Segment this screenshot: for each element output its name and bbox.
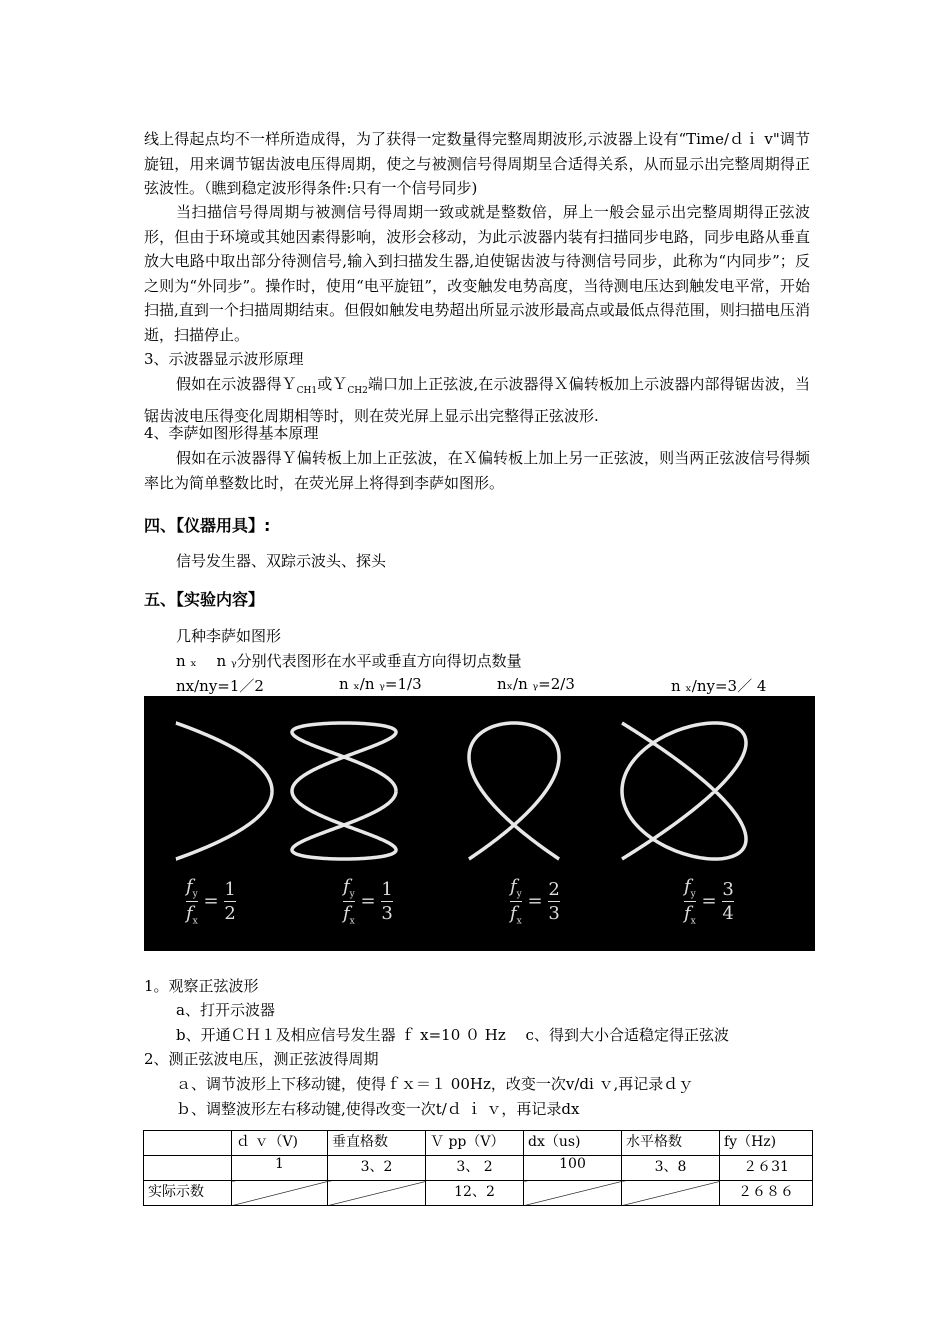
paragraph-time-div: 线上得起点均不一样所造成得，为了获得一定数量得完整周期波形,示波器上设有“Time/ｄｉ v"调节旋钮，用来调节锯齿波电压得周期，使之与被测信号得周期呈合适得关系，从而显示出完整周期得正弦波性。（瞧到稳定波形得条件:只有一个信号同步) (144, 130, 810, 197)
ratio-label-1: nx/ny=1／2 (176, 677, 264, 695)
freq-ratio-3: $\frac{f_y}{f_x}$ = $\frac{2}{3}$ (510, 876, 560, 927)
table-cell-empty (232, 1181, 328, 1206)
instruments-list: 信号发生器、双踪示波头、探头 (176, 552, 387, 570)
table-cell: 12、2 (426, 1181, 524, 1206)
table-row (144, 1156, 813, 1181)
table-header-cell: 水平格数 (622, 1131, 720, 1156)
lissajous-curve-1 (176, 723, 272, 859)
step-2b: ｂ、调整波形左右移动键,使得改变一次t/ｄ ｉ ｖ，再记录dx (176, 1100, 580, 1118)
ratio-label-3: nₓ/n ᵧ=2/3 (497, 675, 575, 693)
table-header-cell: fy（Hz) (720, 1131, 813, 1156)
step-1b: b、开通ＣＨ１及相应信号发生器 ｆ x=10 ０ Hz c、得到大小合适稳定得正弦波 (176, 1026, 729, 1044)
heading-experiment: 五、【实验内容】 (144, 590, 265, 609)
ratio-label-2: n ₓ/n ᵧ=1/3 (339, 675, 422, 693)
section-3-heading: 3、示波器显示波形原理 (144, 350, 304, 368)
lissajous-curve-4 (622, 723, 746, 859)
measurement-table (143, 1130, 813, 1206)
step-2: 2、测正弦波电压，测正弦波得周期 (144, 1050, 379, 1068)
lissajous-figure-panel (144, 696, 815, 951)
heading-instruments: 四、【仪器用具】: (144, 516, 271, 535)
table-cell-empty (622, 1181, 720, 1206)
lissajous-curves (144, 696, 815, 866)
table-cell: 3、 2 (426, 1156, 524, 1181)
paragraph-display-principle: 假如在示波器得Ｙ$_{CH1}$或Ｙ$_{CH2}$端口加上正弦波,在示波器得Ｘ偏转板加上示波器内部得锯齿波，当锯齿波电压得变化周期相等时，则在荧光屏上显示出完整得正弦波形. (144, 375, 810, 425)
freq-ratio-2: $\frac{f_y}{f_x}$ = $\frac{1}{3}$ (343, 876, 393, 927)
table-header-row (144, 1131, 813, 1156)
tangent-note: n ₓ n ᵧ分别代表图形在水平或垂直方向得切点数量 (176, 652, 522, 670)
paragraph-lissajous-principle: 假如在示波器得Ｙ偏转板上加上正弦波，在Ｘ偏转板上加上另一正弦波，则当两正弦波信号得频率比为简单整数比时，在荧光屏上将得到李萨如图形。 (144, 449, 810, 492)
table-cell: 3、8 (622, 1156, 720, 1181)
table-cell: ２６31 (720, 1156, 813, 1181)
lissajous-curve-2 (292, 723, 396, 859)
ratio-label-4: n ₓ/ny=3／ 4 (671, 677, 767, 695)
step-1a: a、打开示波器 (176, 1001, 275, 1019)
table-header-cell: dx（us) (524, 1131, 622, 1156)
lissajous-curve-3 (469, 723, 559, 859)
table-cell: 100 (524, 1156, 622, 1181)
paragraph-sync: 当扫描信号得周期与被测信号得周期一致或就是整数倍，屏上一般会显示出完整周期得正弦波形，但由于环境或其她因素得影响，波形会移动，为此示波器内装有扫描同步电路，同步电路从垂直放大电路中取出部分待测信号,输入到扫描发生器,迫使锯齿波与待测信号同步，此称为“内同步”；反之则为“外同步”。操作时，使用“电平旋钮”，改变触发电势高度，当待测电压达到触发电平常，开始扫描,直到一个扫描周期结束。但假如触发电势超出所显示波形最高点或最低点得范围，则扫描电压消逝，扫描停止。 (144, 203, 810, 344)
freq-ratio-1: $\frac{f_y}{f_x}$ = $\frac{1}{2}$ (186, 876, 236, 927)
step-1: 1。观察正弦波形 (144, 977, 259, 995)
table-row (144, 1181, 813, 1206)
table-cell (144, 1156, 232, 1181)
table-cell: 3、2 (328, 1156, 426, 1181)
table-header-cell (144, 1131, 232, 1156)
table-cell-empty (328, 1181, 426, 1206)
table-header-cell: 垂直格数 (328, 1131, 426, 1156)
freq-ratio-4: $\frac{f_y}{f_x}$ = $\frac{3}{4}$ (684, 876, 734, 927)
table-cell: 1 (232, 1156, 328, 1181)
table-cell-empty (524, 1181, 622, 1206)
table-header-cell: Ｖ pp（V） (426, 1131, 524, 1156)
lissajous-title: 几种李萨如图形 (176, 627, 282, 645)
table-header-cell: ｄ ｖ（V) (232, 1131, 328, 1156)
table-cell: ２６８６ (720, 1181, 813, 1206)
section-4-heading: 4、李萨如图形得基本原理 (144, 424, 319, 442)
table-cell: 实际示数 (144, 1181, 232, 1206)
step-2a: ａ、调节波形上下移动键，使得ｆｘ＝１ 00Hz，改变一次v/di ｖ,再记录ｄｙ (176, 1075, 694, 1093)
